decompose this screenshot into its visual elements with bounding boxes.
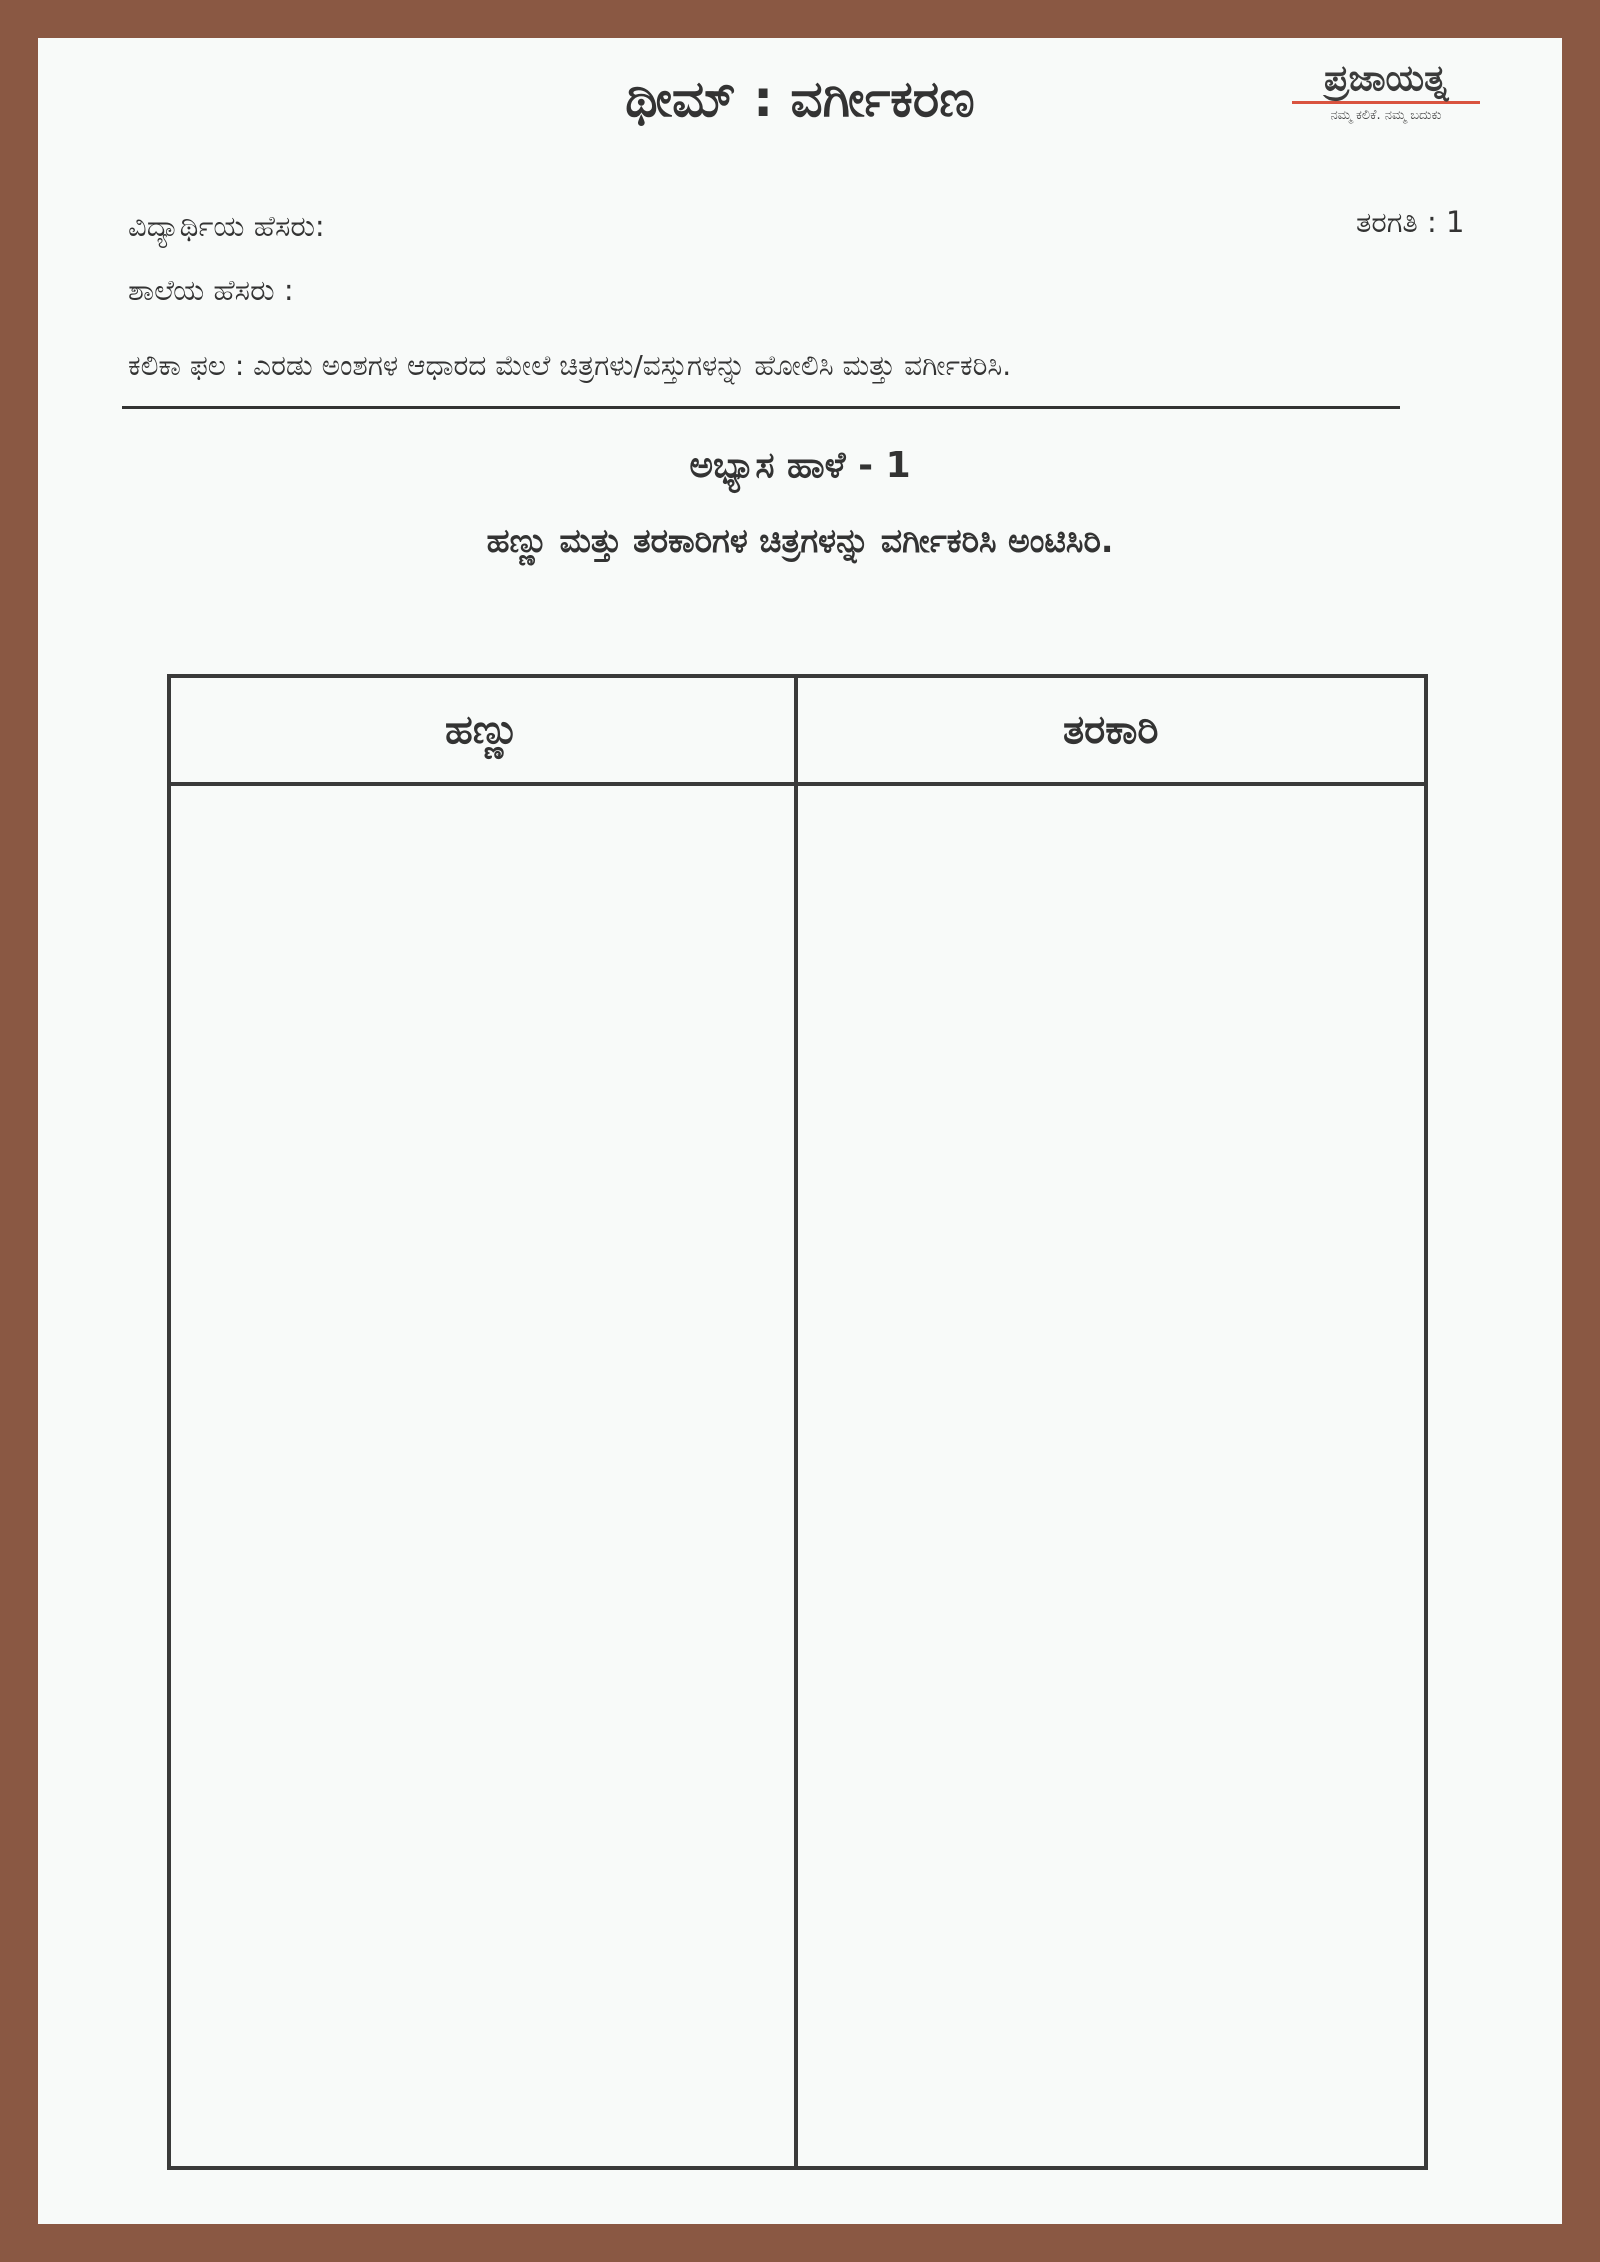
grade-label: ತರಗತಿ : 1	[1356, 205, 1465, 239]
brand-logo	[1292, 60, 1480, 122]
logo-tagline: ನಮ್ಮ ಕಲಿಕೆ. ನಮ್ಮ ಬದುಕು	[1330, 107, 1442, 123]
fruit-column-header: ಹಣ್ಣು	[171, 678, 798, 786]
exercise-title: ಅಭ್ಯಾಸ ಹಾಳೆ - 1	[689, 445, 911, 486]
learning-outcome: ಕಲಿಕಾ ಫಲ : ಎರಡು ಅಂಶಗಳ ಆಧಾರದ ಮೇಲೆ ಚಿತ್ರಗಳು/ವಸ್ತುಗಳನ್ನು ಹೋಲಿಸಿ ಮತ್ತು ವರ್ಗೀಕರಿಸಿ.	[128, 349, 1012, 382]
school-name-label: ಶಾಲೆಯ ಹೆಸರು :	[128, 273, 294, 307]
vegetable-paste-area	[798, 786, 1425, 2166]
logo-underline	[1292, 101, 1480, 104]
worksheet-title: ಥೀಮ್ : ವರ್ಗೀಕರಣ	[625, 70, 975, 128]
vegetable-column-header: ತರಕಾರಿ	[798, 678, 1425, 786]
logo-name: ಪ್ರಜಾಯತ್ನ	[1323, 58, 1449, 99]
student-name-label: ವಿದ್ಯಾರ್ಥಿಯ ಹೆಸರು:	[128, 209, 325, 243]
exercise-instruction: ಹಣ್ಣು ಮತ್ತು ತರಕಾರಿಗಳ ಚಿತ್ರಗಳನ್ನು ವರ್ಗೀಕರಿಸಿ ಅಂಟಿಸಿರಿ.	[486, 521, 1114, 560]
sorting-table	[167, 674, 1428, 2170]
section-divider	[122, 406, 1400, 409]
fruit-paste-area	[171, 786, 798, 2166]
